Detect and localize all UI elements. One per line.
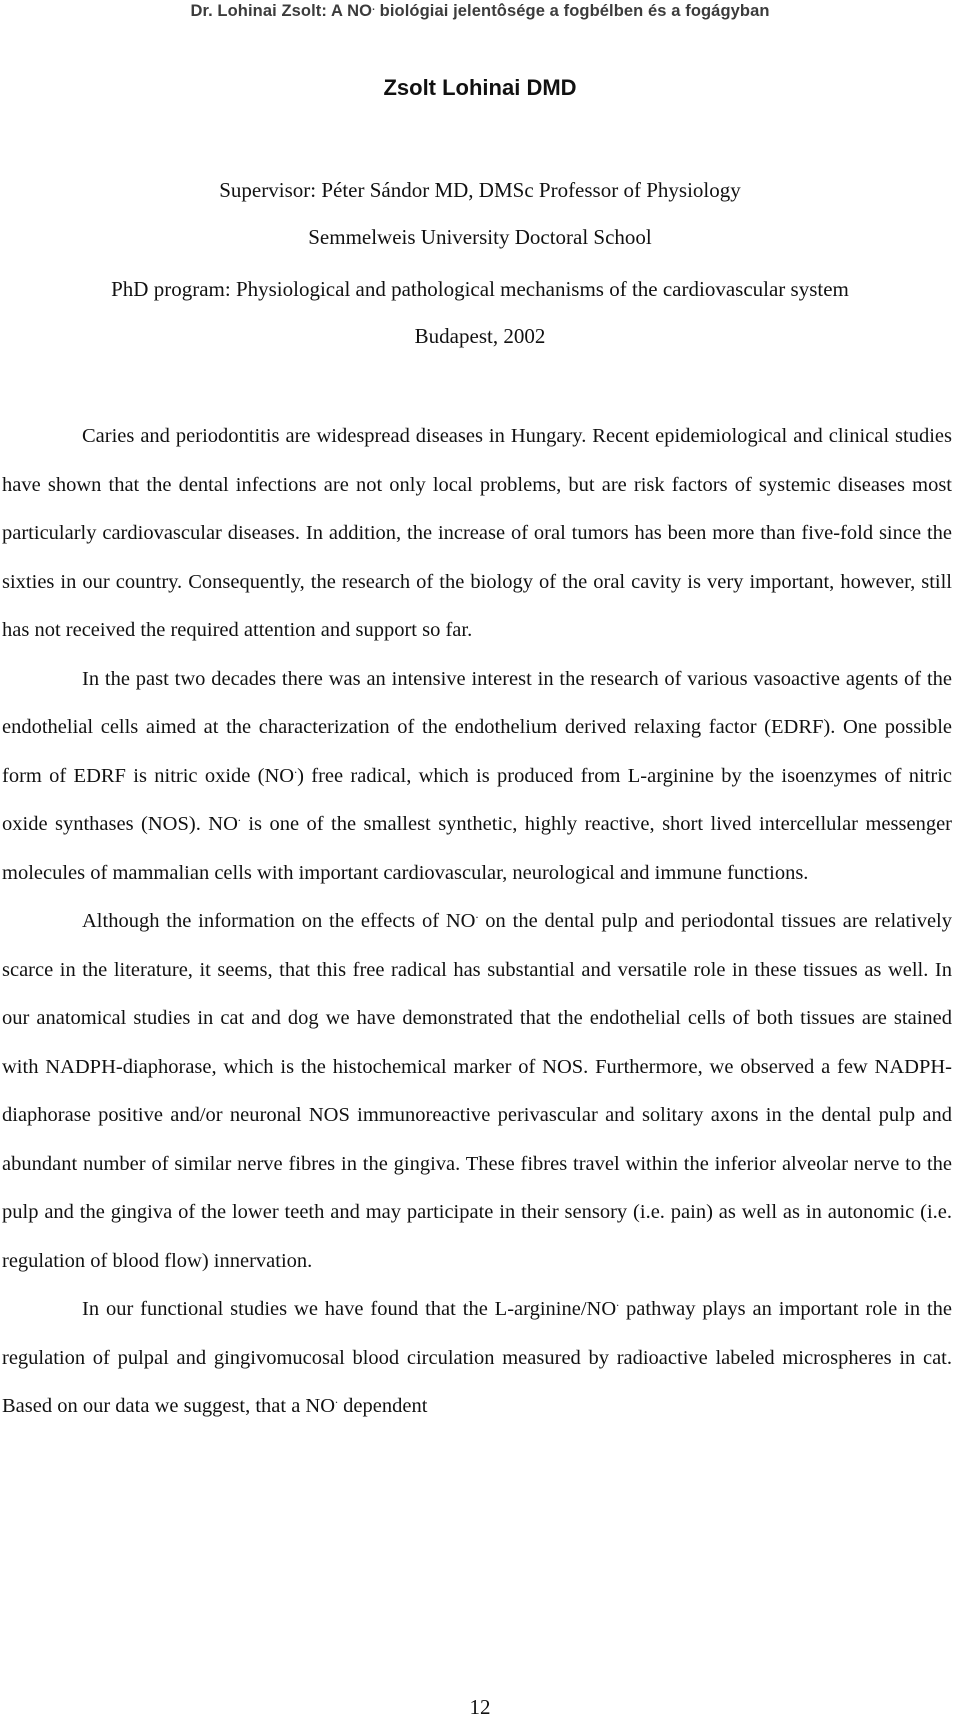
radical-dot-superscript: .: [616, 1295, 620, 1309]
body-text: [2, 412, 952, 1431]
paragraph: [2, 655, 952, 898]
paragraph-text: on the dental pulp and periodontal tissues are relatively scarce in the literature, it seems, that this free radical has substantial and versatile role in these tissues as well. In our anatomical studies in cat and dog we have demonstrated that the endothelial cells of both tissues are stained with NADPH-diaphorase, which is the histochemical marker of NOS. Furthermore, we observed a few NADPH-diaphorase positive and/or neuronal NOS immunoreactive perivascular and solitary axons in the dental pulp and abundant number of similar nerve fibres in the gingiva. These fibres travel within the inferior alveolar nerve to the pulp and the gingiva of the lower teeth and may participate in their sensory (i.e. pain) as well as in autonomic (i.e. regulation of blood flow) innervation.: [2, 910, 952, 1272]
running-header-text-end: biológiai jelentôsége a fogbélben és a fogágyban: [375, 2, 770, 20]
paragraph-text: pathway plays an important role in the regulation of pulpal and gingivomucosal blood circulation measured by radioactive labeled microspheres in cat. Based on our data we suggest, that a NO: [2, 1298, 953, 1417]
paragraph-text: In the past two decades there was an intensive interest in the research of various vasoactive agents of the endothelial cells aimed at the characterization of the endothelium derived relaxing factor (EDRF). One possible form of EDRF is nitric oxide (NO: [2, 667, 952, 787]
page-number: 12: [469, 1695, 491, 1719]
school-line: Semmelweis University Doctoral School: [308, 225, 652, 249]
paragraph-text: In our functional studies we have found that the L-arginine/NO: [82, 1298, 617, 1320]
running-header: [0, 0, 960, 22]
running-header-text-start: Dr. Lohinai Zsolt: A NO: [190, 2, 373, 20]
radical-dot-superscript: .: [475, 907, 479, 921]
paragraph-text: dependent: [338, 1395, 428, 1417]
paragraph: Caries and periodontitis are widespread diseases in Hungary. Recent epidemiological and clinical studies have shown that the dental infections are not only local problems, but are risk factors of systemic diseases most particularly cardiovascular diseases. In addition, the increase of oral tumors has been more than five-fold since the sixties in our country. Consequently, the research of the biology of the oral cavity is very important, however, still has not received the required attention and support so far.: [2, 425, 952, 641]
supervisor-line: Supervisor: Péter Sándor MD, DMSc Professor of Physiology: [219, 178, 741, 202]
running-header-superscript: .: [372, 2, 375, 13]
radical-dot-superscript: .: [237, 810, 241, 824]
program-line: PhD program: Physiological and pathological mechanisms of the cardiovascular system: [111, 277, 849, 301]
paragraph: [2, 897, 952, 1285]
paragraph-text: is one of the smallest synthetic, highly reactive, short lived intercellular messenger molecules of mammalian cells with important cardiovascular, neurological and immune functions.: [2, 813, 952, 884]
paragraph: [2, 1285, 952, 1431]
paragraph-text: ) free radical, which is produced from L-arginine by the isoenzymes of nitric oxide synthases (NOS). NO: [2, 764, 952, 835]
radical-dot-superscript: .: [335, 1392, 339, 1406]
author-name: Zsolt Lohinai DMD: [383, 75, 577, 100]
place-year-line: Budapest, 2002: [414, 324, 546, 348]
paragraph-text: Although the information on the effects of NO: [82, 910, 476, 932]
radical-dot-superscript: .: [294, 761, 298, 776]
